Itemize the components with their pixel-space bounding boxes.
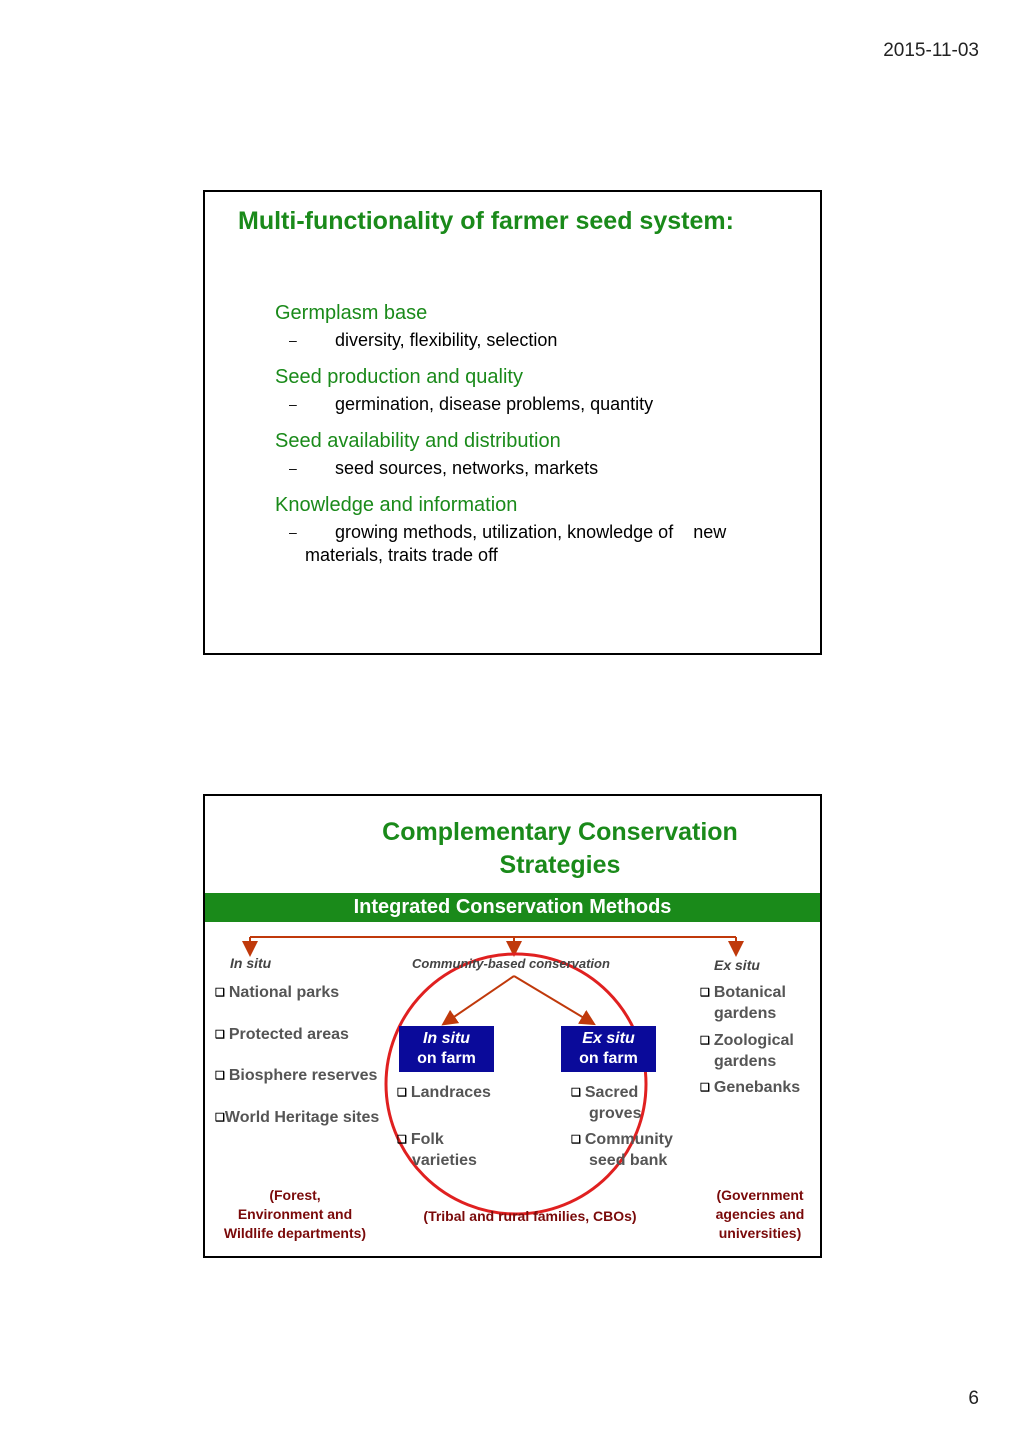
page-date: 2015-11-03 bbox=[883, 40, 979, 61]
detail-text: growing methods, utilization, knowledge of new bbox=[335, 522, 727, 542]
ex-situ-label: Ex situ bbox=[714, 957, 760, 973]
agency-line: Wildlife departments) bbox=[223, 1225, 367, 1241]
agency-line: (Government bbox=[716, 1187, 804, 1203]
ex-situ-on-farm-box bbox=[561, 1026, 656, 1072]
box-line: on farm bbox=[579, 1050, 638, 1067]
detail-text: seed sources, networks, markets bbox=[335, 458, 599, 478]
checkbox-bullet-icon: ❑ bbox=[700, 1082, 710, 1094]
list-item bbox=[215, 1108, 379, 1128]
item-text: Landraces bbox=[410, 1084, 491, 1101]
detail-text: diversity, flexibility, selection bbox=[335, 330, 558, 350]
dash-bullet: – bbox=[289, 332, 297, 348]
section-detail bbox=[275, 393, 805, 416]
item-text: Biosphere reserves bbox=[228, 1067, 378, 1084]
item-text: Zoological bbox=[713, 1032, 794, 1049]
agency-center: (Tribal and rural families, CBOs) bbox=[423, 1208, 637, 1224]
agency-line: universities) bbox=[718, 1225, 802, 1241]
list-item bbox=[215, 1025, 349, 1045]
list-item bbox=[700, 1031, 794, 1051]
agency-right bbox=[700, 1186, 820, 1243]
checkbox-bullet-icon: ❑ bbox=[397, 1134, 407, 1146]
checkbox-bullet-icon: ❑ bbox=[215, 1112, 225, 1124]
list-item bbox=[397, 1083, 491, 1103]
checkbox-bullet-icon: ❑ bbox=[215, 987, 225, 999]
list-item bbox=[215, 1066, 377, 1086]
list-item bbox=[571, 1083, 638, 1103]
checkbox-bullet-icon: ❑ bbox=[700, 1035, 710, 1047]
agency-line: agencies and bbox=[715, 1206, 805, 1222]
box-line: on farm bbox=[417, 1050, 476, 1067]
item-text: Community bbox=[584, 1131, 673, 1148]
title-line: Strategies bbox=[499, 851, 621, 879]
list-item bbox=[397, 1130, 444, 1150]
list-item bbox=[571, 1130, 673, 1150]
list-item bbox=[700, 983, 786, 1003]
item-text-continued: gardens bbox=[714, 1005, 777, 1022]
section-heading: Seed availability and distribution bbox=[275, 430, 561, 452]
detail-text-continued: materials, traits trade off bbox=[305, 545, 498, 565]
dash-bullet: – bbox=[289, 524, 297, 540]
checkbox-bullet-icon: ❑ bbox=[215, 1029, 225, 1041]
box-line: Ex situ bbox=[582, 1030, 635, 1047]
checkbox-bullet-icon: ❑ bbox=[397, 1087, 407, 1099]
item-text: Folk bbox=[410, 1131, 444, 1148]
item-text: Botanical bbox=[713, 984, 786, 1001]
community-label: Community-based conservation bbox=[412, 956, 610, 971]
item-text-continued: seed bank bbox=[589, 1152, 668, 1169]
in-situ-label: In situ bbox=[230, 955, 272, 971]
arrow-to-ex-situ-farm bbox=[514, 976, 589, 1021]
checkbox-bullet-icon: ❑ bbox=[571, 1087, 581, 1099]
agency-left bbox=[210, 1186, 380, 1243]
list-item bbox=[700, 1078, 800, 1098]
section-heading: Seed production and quality bbox=[275, 366, 523, 388]
checkbox-bullet-icon: ❑ bbox=[571, 1134, 581, 1146]
agency-line: (Forest, bbox=[269, 1187, 321, 1203]
box-line: In situ bbox=[422, 1030, 471, 1047]
dash-bullet: – bbox=[289, 396, 297, 412]
slide-seed-system bbox=[203, 190, 822, 655]
slide-title: Multi-functionality of farmer seed system: bbox=[238, 207, 734, 235]
section-detail bbox=[275, 329, 805, 352]
agency-line: Environment and bbox=[237, 1206, 353, 1222]
section-heading: Germplasm base bbox=[275, 302, 428, 324]
dash-bullet: – bbox=[289, 460, 297, 476]
arrow-to-in-situ-farm bbox=[448, 976, 514, 1021]
item-text: Sacred bbox=[584, 1084, 639, 1101]
in-situ-on-farm-box bbox=[399, 1026, 494, 1072]
checkbox-bullet-icon: ❑ bbox=[700, 987, 710, 999]
section-detail bbox=[275, 457, 805, 480]
methods-banner: Integrated Conservation Methods bbox=[205, 893, 820, 922]
section-list bbox=[275, 302, 805, 581]
item-text-continued: groves bbox=[589, 1105, 642, 1122]
section-heading: Knowledge and information bbox=[275, 494, 518, 516]
section-detail bbox=[275, 521, 805, 567]
item-text-continued: varieties bbox=[412, 1152, 477, 1169]
title-line: Complementary Conservation bbox=[382, 818, 738, 846]
list-item bbox=[215, 983, 339, 1003]
item-text: World Heritage sites bbox=[224, 1109, 380, 1126]
item-text: Genebanks bbox=[713, 1079, 801, 1096]
slide-conservation-strategies bbox=[203, 794, 822, 1258]
item-text: National parks bbox=[228, 984, 340, 1001]
item-text-continued: gardens bbox=[714, 1053, 777, 1070]
detail-text: germination, disease problems, quantity bbox=[335, 394, 654, 414]
page-number: 6 bbox=[968, 1388, 979, 1409]
item-text: Protected areas bbox=[228, 1026, 349, 1043]
checkbox-bullet-icon: ❑ bbox=[215, 1070, 225, 1082]
